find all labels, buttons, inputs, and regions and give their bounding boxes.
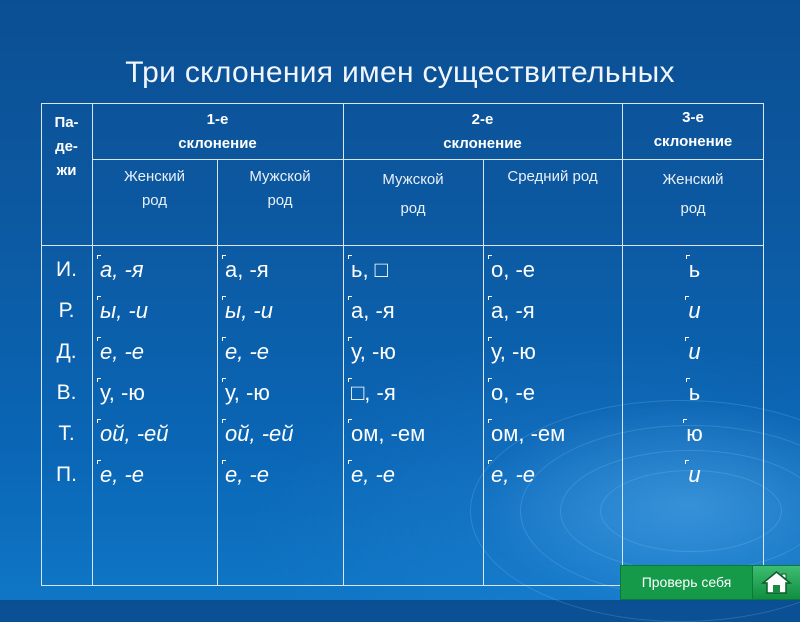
- gender-header: [622, 165, 764, 223]
- home-button[interactable]: [752, 565, 800, 600]
- ending-cell: ь: [622, 372, 764, 413]
- ending-cell: ой, -ей: [222, 413, 342, 454]
- ending-cell: ом, -ем: [488, 413, 621, 454]
- gender-header: [217, 165, 343, 213]
- table-divider: [217, 159, 218, 586]
- case-label: И.: [56, 258, 77, 281]
- ending-cell: ь: [622, 249, 764, 290]
- header-line: Мужской: [382, 171, 444, 188]
- header-line: де-: [55, 138, 78, 155]
- ending-cell: и: [622, 454, 764, 495]
- ending-cell: е, -е: [222, 454, 342, 495]
- endings-column-3: [348, 249, 482, 495]
- table-divider: [41, 245, 764, 246]
- gender-header: [483, 165, 622, 189]
- ending-cell: о, -е: [488, 372, 621, 413]
- gender-header: [343, 165, 483, 223]
- header-line: 1-е: [206, 111, 229, 128]
- header-line: род: [267, 192, 293, 209]
- header-line: склонение: [178, 135, 257, 152]
- ending-cell: и: [622, 331, 764, 372]
- declension-2-header: [343, 108, 622, 156]
- check-yourself-button[interactable]: Проверь себя: [620, 565, 753, 600]
- header-line: род: [141, 192, 168, 209]
- header-line: Женский: [662, 171, 724, 188]
- ending-cell: ы, -и: [222, 290, 342, 331]
- table-divider: [92, 159, 764, 160]
- case-label: П.: [56, 463, 77, 486]
- ending-cell: е, -е: [222, 331, 342, 372]
- cases-column: [41, 249, 92, 495]
- declension-3-header: [622, 106, 764, 154]
- header-line: 3-е: [682, 109, 704, 126]
- ending-cell: у, -ю: [222, 372, 342, 413]
- case-label: Д.: [56, 340, 77, 363]
- ending-cell: ю: [622, 413, 764, 454]
- case-label: В.: [56, 381, 77, 404]
- ending-cell: ой, -ей: [97, 413, 215, 454]
- endings-column-4: [488, 249, 621, 495]
- header-line: Па-: [54, 114, 79, 131]
- header-line: Женский: [123, 168, 186, 185]
- ending-cell: у, -ю: [97, 372, 215, 413]
- header-line: род: [680, 200, 706, 217]
- case-label: Р.: [58, 299, 75, 322]
- ending-cell: ы, -и: [97, 290, 215, 331]
- header-line: жи: [56, 162, 77, 179]
- cases-header: [41, 111, 92, 183]
- ending-cell: е, -е: [348, 454, 482, 495]
- home-icon: [753, 566, 800, 599]
- header-line: склонение: [443, 135, 522, 152]
- ending-cell: а, -я: [488, 290, 621, 331]
- ending-cell: а, -я: [222, 249, 342, 290]
- header-line: Мужской: [249, 168, 311, 185]
- endings-column-1: [97, 249, 215, 495]
- table-divider: [483, 159, 484, 586]
- ending-cell: и: [622, 290, 764, 331]
- ending-cell: а, -я: [97, 249, 215, 290]
- header-line: склонение: [653, 133, 733, 150]
- ending-cell: о, -е: [488, 249, 621, 290]
- ending-cell: у, -ю: [348, 331, 482, 372]
- declension-1-header: [92, 108, 343, 156]
- page-title: Три склонения имен существительных: [125, 56, 675, 89]
- declension-table: [41, 103, 764, 586]
- ending-cell: а, -я: [348, 290, 482, 331]
- header-line: 2-е: [471, 111, 494, 128]
- ending-cell: ом, -ем: [348, 413, 482, 454]
- ending-cell: е, -е: [97, 331, 215, 372]
- ending-cell: у, -ю: [488, 331, 621, 372]
- ending-cell: □, -я: [348, 372, 482, 413]
- case-label: Т.: [58, 422, 75, 445]
- endings-column-5: [622, 249, 764, 495]
- endings-column-2: [222, 249, 342, 495]
- gender-header: [92, 165, 217, 213]
- header-line: Средний род: [507, 168, 598, 185]
- ending-cell: ь, □: [348, 249, 482, 290]
- header-line: род: [400, 200, 426, 217]
- ending-cell: е, -е: [488, 454, 621, 495]
- ending-cell: е, -е: [97, 454, 215, 495]
